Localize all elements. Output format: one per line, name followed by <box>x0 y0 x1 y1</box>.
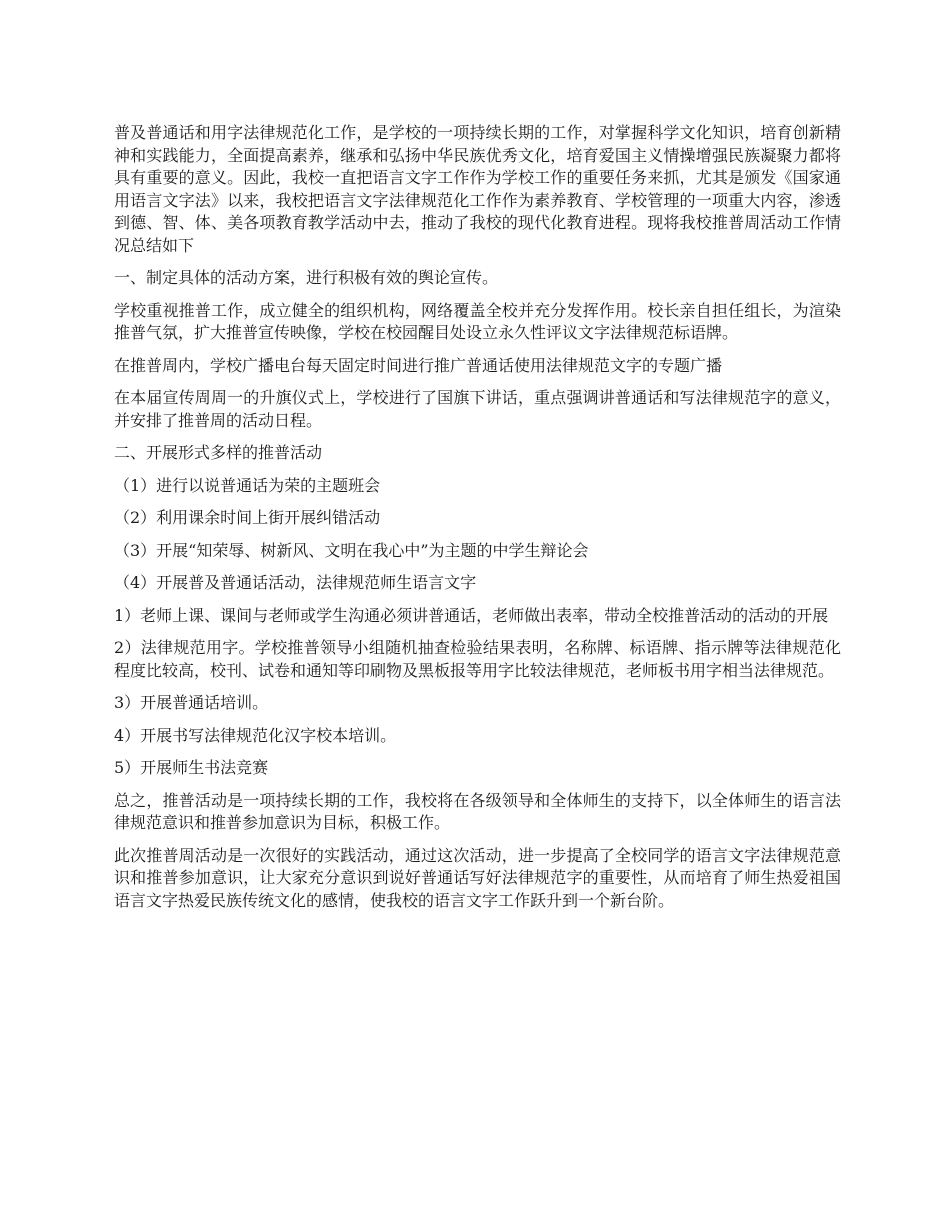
conclusion-paragraph: 此次推普周活动是一次很好的实践活动，通过这次活动，进一步提高了全校同学的语言文字法律规范意识和推普参加意识，让大家充分意识到说好普通话写好法律规范字的重要性，从而培育了师生热爱祖国语言文字热爱民族传统文化的感情，使我校的语言文字工作跃升到一个新台阶。 <box>114 845 841 910</box>
list-item: （3）开展“知荣辱、树新风、文明在我心中”为主题的中学生辩论会 <box>114 540 589 560</box>
body-paragraph: 学校重视推普工作，成立健全的组织机构，网络覆盖全校并充分发挥作用。校长亲自担任组长，为渲染推普气氛，扩大推普宣传映像，学校在校园醒目处设立永久性评议文字法律规范标语牌。 <box>114 300 841 342</box>
list-item: （4）开展普及普通话活动，法律规范师生语言文字 <box>114 573 477 592</box>
section-heading-1: 一、制定具体的活动方案，进行积极有效的舆论宣传。 <box>114 268 499 287</box>
section-heading-2: 二、开展形式多样的推普活动 <box>114 443 323 462</box>
body-paragraph: 在推普周内，学校广播电台每天固定时间进行推广普通话使用法律规范文字的专题广播 <box>114 355 723 375</box>
intro-paragraph: 普及普通话和用字法律规范化工作，是学校的一项持续长期的工作，对掌握科学文化知识，培育创新精神和实践能力，全面提高素养，继承和弘扬中华民族优秀文化，培育爱国主义情操增强民族凝聚力都将具有重要的意义。因此，我校一直把语言文字工作作为学校工作的重要任务来抓，尤其是颁发《国家通用语言文字法》以来，我校把语言文字法律规范化工作作为素养教育、学校管理的一项重大内容，渗透到德、智、体、美各项教育教学活动中去，推动了我校的现代化教育进程。现将我校推普周活动工作情况总结如下 <box>114 123 841 255</box>
sub-list-item: 4）开展书写法律规范化汉字校本培训。 <box>114 725 397 745</box>
list-item: （2）利用课余时间上街开展纠错活动 <box>114 508 381 527</box>
sub-list-item: 2）法律规范用字。学校推普领导小组随机抽查检验结果表明，名称牌、标语牌、指示牌等法律规范化程度比较高，校刊、试卷和通知等印刷物及黑板报等用字比较法律规范，老师板书用字相当法律规范。 <box>114 638 841 680</box>
conclusion-paragraph: 总之，推普活动是一项持续长期的工作，我校将在各级领导和全体师生的支持下，以全体师生的语言法律规范意识和推普参加意识为目标，积极工作。 <box>114 790 841 832</box>
body-paragraph: 在本届宣传周周一的升旗仪式上，学校进行了国旗下讲话，重点强调讲普通话和写法律规范字的意义，并安排了推普周的活动日程。 <box>114 388 841 430</box>
sub-list-item: 3）开展普通话培训。 <box>114 693 269 712</box>
document-page <box>114 122 841 922</box>
sub-list-item: 1）老师上课、课间与老师或学生沟通必须讲普通话，老师做出表率，带动全校推普活动的活动的开展 <box>114 605 829 625</box>
sub-list-item: 5）开展师生书法竞赛 <box>114 758 269 777</box>
list-item: （1）进行以说普通话为荣的主题班会 <box>114 475 381 495</box>
